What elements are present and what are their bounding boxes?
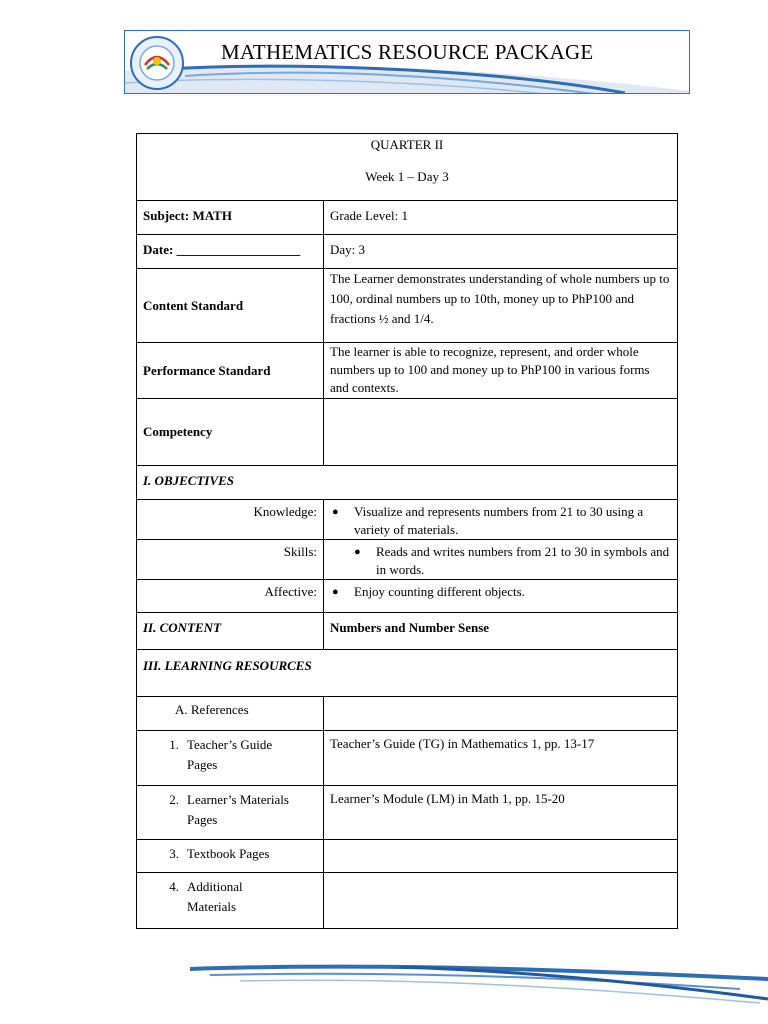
reference-number: 4. (169, 879, 179, 894)
week-day-label: Week 1 – Day 3 (365, 169, 449, 184)
reference-number: 3. (169, 846, 179, 861)
resources-heading: III. LEARNING RESOURCES (137, 650, 678, 697)
reference-row (137, 840, 678, 873)
objectives-heading: I. OBJECTIVES (137, 466, 678, 500)
footer-swoosh-decoration (0, 955, 768, 1024)
reference-value (324, 873, 678, 929)
subject-label: Subject: MATH (137, 201, 324, 235)
affective-label: Affective: (137, 580, 324, 613)
references-label: A. References (137, 697, 324, 731)
content-standard-label: Content Standard (137, 269, 324, 343)
knowledge-item: ● Visualize and represents numbers from 21 to 30 using a variety of materials. (354, 503, 673, 539)
performance-standard-row (137, 343, 678, 399)
reference-value: Teacher’s Guide (TG) in Mathematics 1, pp. 13-17 (324, 731, 678, 786)
date-row (137, 235, 678, 269)
reference-number: 2. (169, 792, 179, 807)
affective-row (137, 580, 678, 613)
content-standard-row (137, 269, 678, 343)
content-heading: II. CONTENT (137, 613, 324, 650)
skills-list (324, 543, 673, 579)
performance-standard-text: The learner is able to recognize, represent, and order whole numbers up to 100 and money up to PhP100 in various forms and contexts. (324, 343, 678, 399)
grade-level-label: Grade Level: 1 (324, 201, 678, 235)
lesson-plan-table (136, 133, 678, 929)
reference-row (137, 873, 678, 929)
competency-label: Competency (137, 399, 324, 466)
references-row (137, 697, 678, 731)
reference-row (137, 786, 678, 840)
skills-label: Skills: (137, 540, 324, 580)
reference-label: Additional Materials (187, 879, 243, 914)
reference-label: Teacher’s Guide Pages (187, 737, 273, 772)
affective-item: ● Enjoy counting different objects. (354, 583, 677, 601)
competency-value (324, 399, 678, 466)
skills-item: ● Reads and writes numbers from 21 to 30 in symbols and in words. (376, 543, 673, 579)
competency-row (137, 399, 678, 466)
knowledge-list (324, 503, 673, 539)
day-label: Day: 3 (324, 235, 678, 269)
reference-label: Textbook Pages (187, 846, 270, 861)
reference-number: 1. (169, 737, 179, 752)
date-label: Date: ___________________ (137, 235, 324, 269)
quarter-title: QUARTER II (370, 137, 444, 152)
affective-list (324, 583, 677, 601)
knowledge-row (137, 500, 678, 540)
knowledge-label: Knowledge: (137, 500, 324, 540)
reference-value (324, 840, 678, 873)
content-text: Numbers and Number Sense (324, 613, 678, 650)
objectives-header-row (137, 466, 678, 500)
deped-seal-icon (129, 35, 185, 91)
reference-label: Learner’s Materials Pages (187, 792, 289, 827)
subject-row (137, 201, 678, 235)
page-header (124, 30, 690, 94)
skills-row (137, 540, 678, 580)
quarter-row (137, 134, 678, 201)
references-value (324, 697, 678, 731)
reference-row (137, 731, 678, 786)
reference-value: Learner’s Module (LM) in Math 1, pp. 15-20 (324, 786, 678, 840)
content-row (137, 613, 678, 650)
content-standard-text: The Learner demonstrates understanding of whole numbers up to 100, ordinal numbers up to 10th, money up to PhP100 and fractions ½ and 1/4. (324, 269, 678, 343)
performance-standard-label: Performance Standard (137, 343, 324, 399)
resources-header-row (137, 650, 678, 697)
page-title: MATHEMATICS RESOURCE PACKAGE (221, 40, 594, 64)
